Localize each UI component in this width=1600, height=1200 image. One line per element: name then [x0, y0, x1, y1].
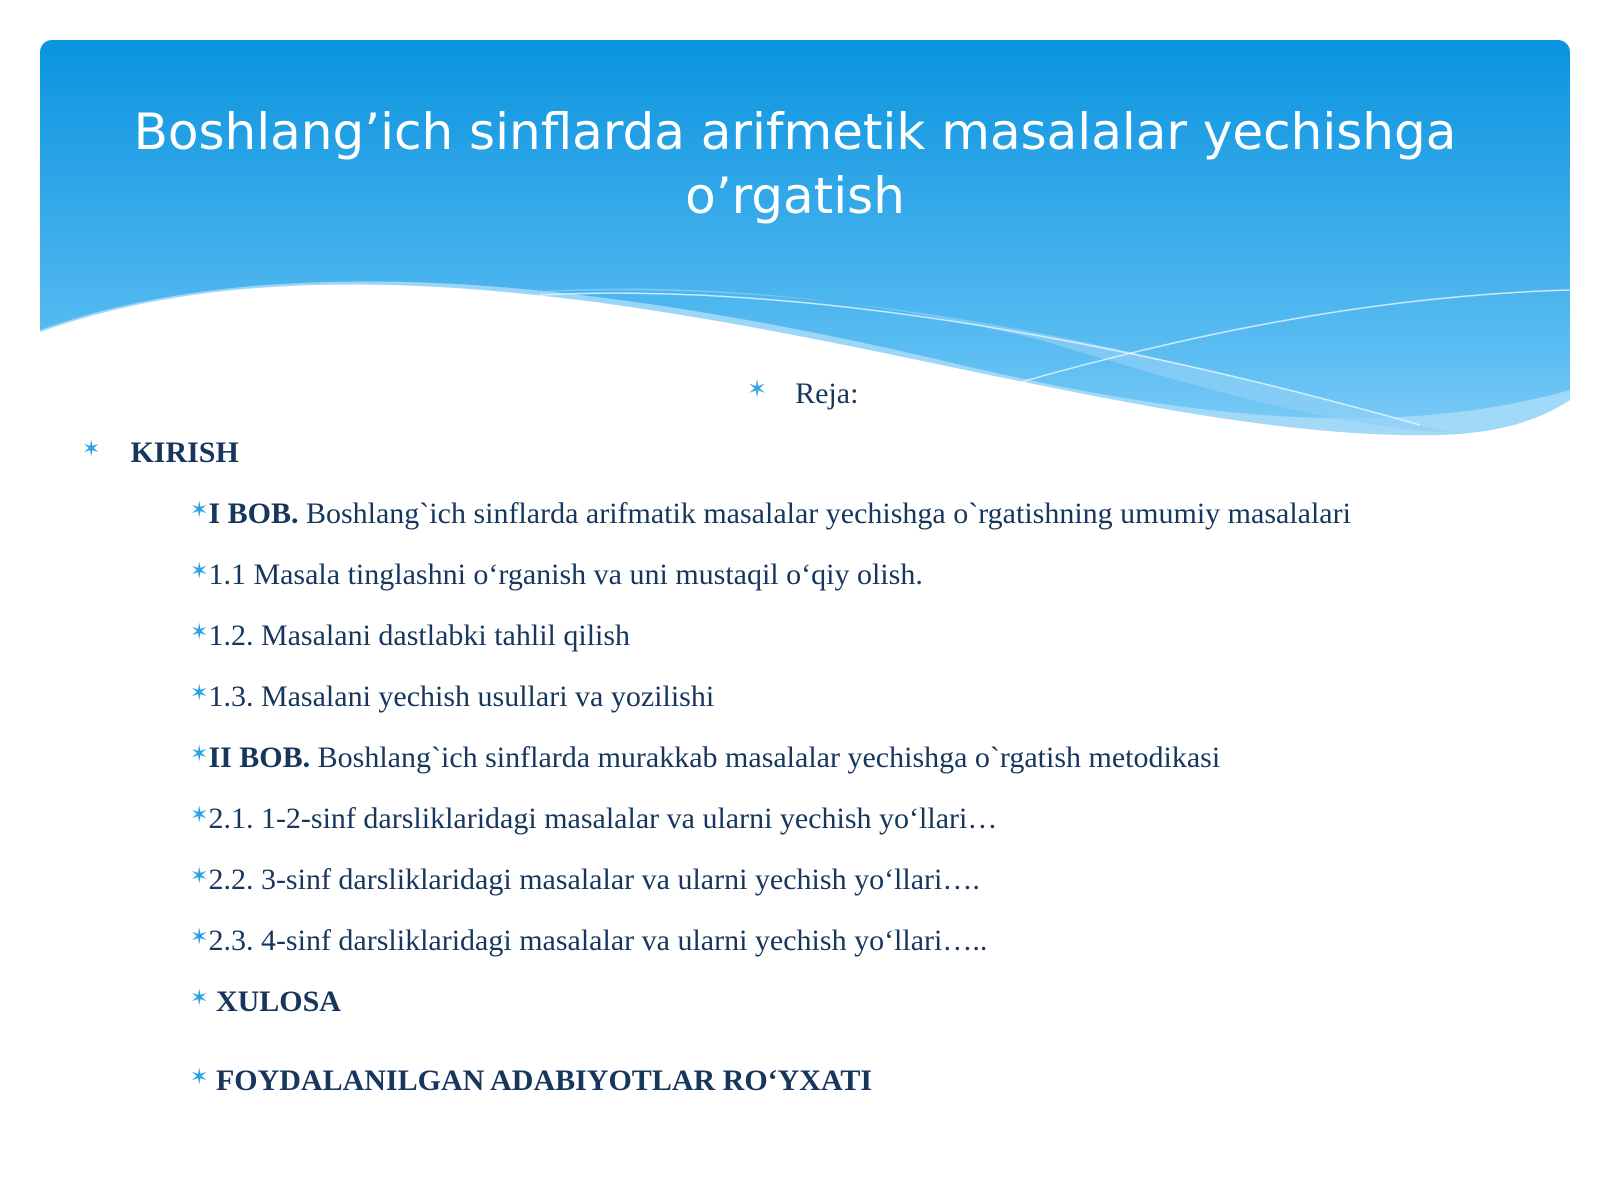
plan-item-bold: FOYDALANILGAN ADABIYOTLAR RO‘YXATI: [208, 1064, 873, 1097]
plan-item-bold: I BOB.: [208, 497, 299, 530]
plan-item-text: Boshlang`ich sinflarda murakkab masalalar yechishga o`rgatish metodikasi: [310, 741, 1221, 774]
bullet-star-icon: ✶: [190, 498, 209, 523]
plan-item: [190, 1064, 872, 1098]
plan-item: [190, 558, 923, 592]
bullet-star-icon: ✶: [190, 620, 209, 645]
bullet-star-icon: ✶: [190, 742, 209, 767]
bullet-star-icon: ✶: [747, 375, 768, 403]
plan-item: [190, 863, 980, 897]
bullet-star-icon: ✶: [190, 559, 209, 584]
intro-text: KIRISH: [130, 436, 239, 469]
plan-item-text: 1.2. Masalani dastlabki tahlil qilish: [208, 619, 631, 652]
plan-item-text: 2.3. 4-sinf darsliklaridagi masalalar va ularni yechish yo‘llari…..: [208, 924, 988, 957]
plan-item-text: 1.3. Masalani yechish usullari va yozilishi: [208, 680, 715, 713]
plan-item-bold: II BOB.: [208, 741, 311, 774]
plan-item: [190, 802, 997, 836]
plan-item-text: 2.2. 3-sinf darsliklaridagi masalalar va ularni yechish yo‘llari….: [208, 863, 980, 896]
plan-item: [190, 619, 630, 653]
plan-heading-text: Reja:: [795, 377, 859, 410]
bullet-star-icon: ✶: [190, 986, 209, 1011]
plan-item-text: 2.1. 1-2-sinf darsliklaridagi masalalar va ularni yechish yo‘llari…: [208, 802, 998, 835]
plan-intro: [82, 436, 239, 470]
bullet-star-icon: ✶: [190, 803, 209, 828]
slide-title: Boshlang’ich sinflarda arifmetik masalalar yechishga o’rgatish: [133, 103, 1457, 225]
plan-heading: [747, 377, 858, 411]
bullet-star-icon: ✶: [190, 864, 209, 889]
bullet-star-icon: ✶: [190, 1065, 209, 1090]
plan-item: [190, 985, 341, 1019]
bullet-star-icon: ✶: [82, 437, 101, 462]
plan-item: [190, 680, 714, 714]
plan-item-text: 1.1 Masala tinglashni o‘rganish va uni mustaqil o‘qiy olish.: [208, 558, 923, 591]
plan-item: [190, 741, 1220, 775]
plan-item-text: Boshlang`ich sinflarda arifmatik masalalar yechishga o`rgatishning umumiy masalalari: [298, 497, 1351, 530]
bullet-star-icon: ✶: [190, 681, 209, 706]
plan-item-bold: XULOSA: [208, 985, 341, 1018]
bullet-star-icon: ✶: [190, 925, 209, 950]
plan-item: [190, 497, 1351, 531]
plan-item: [190, 924, 987, 958]
